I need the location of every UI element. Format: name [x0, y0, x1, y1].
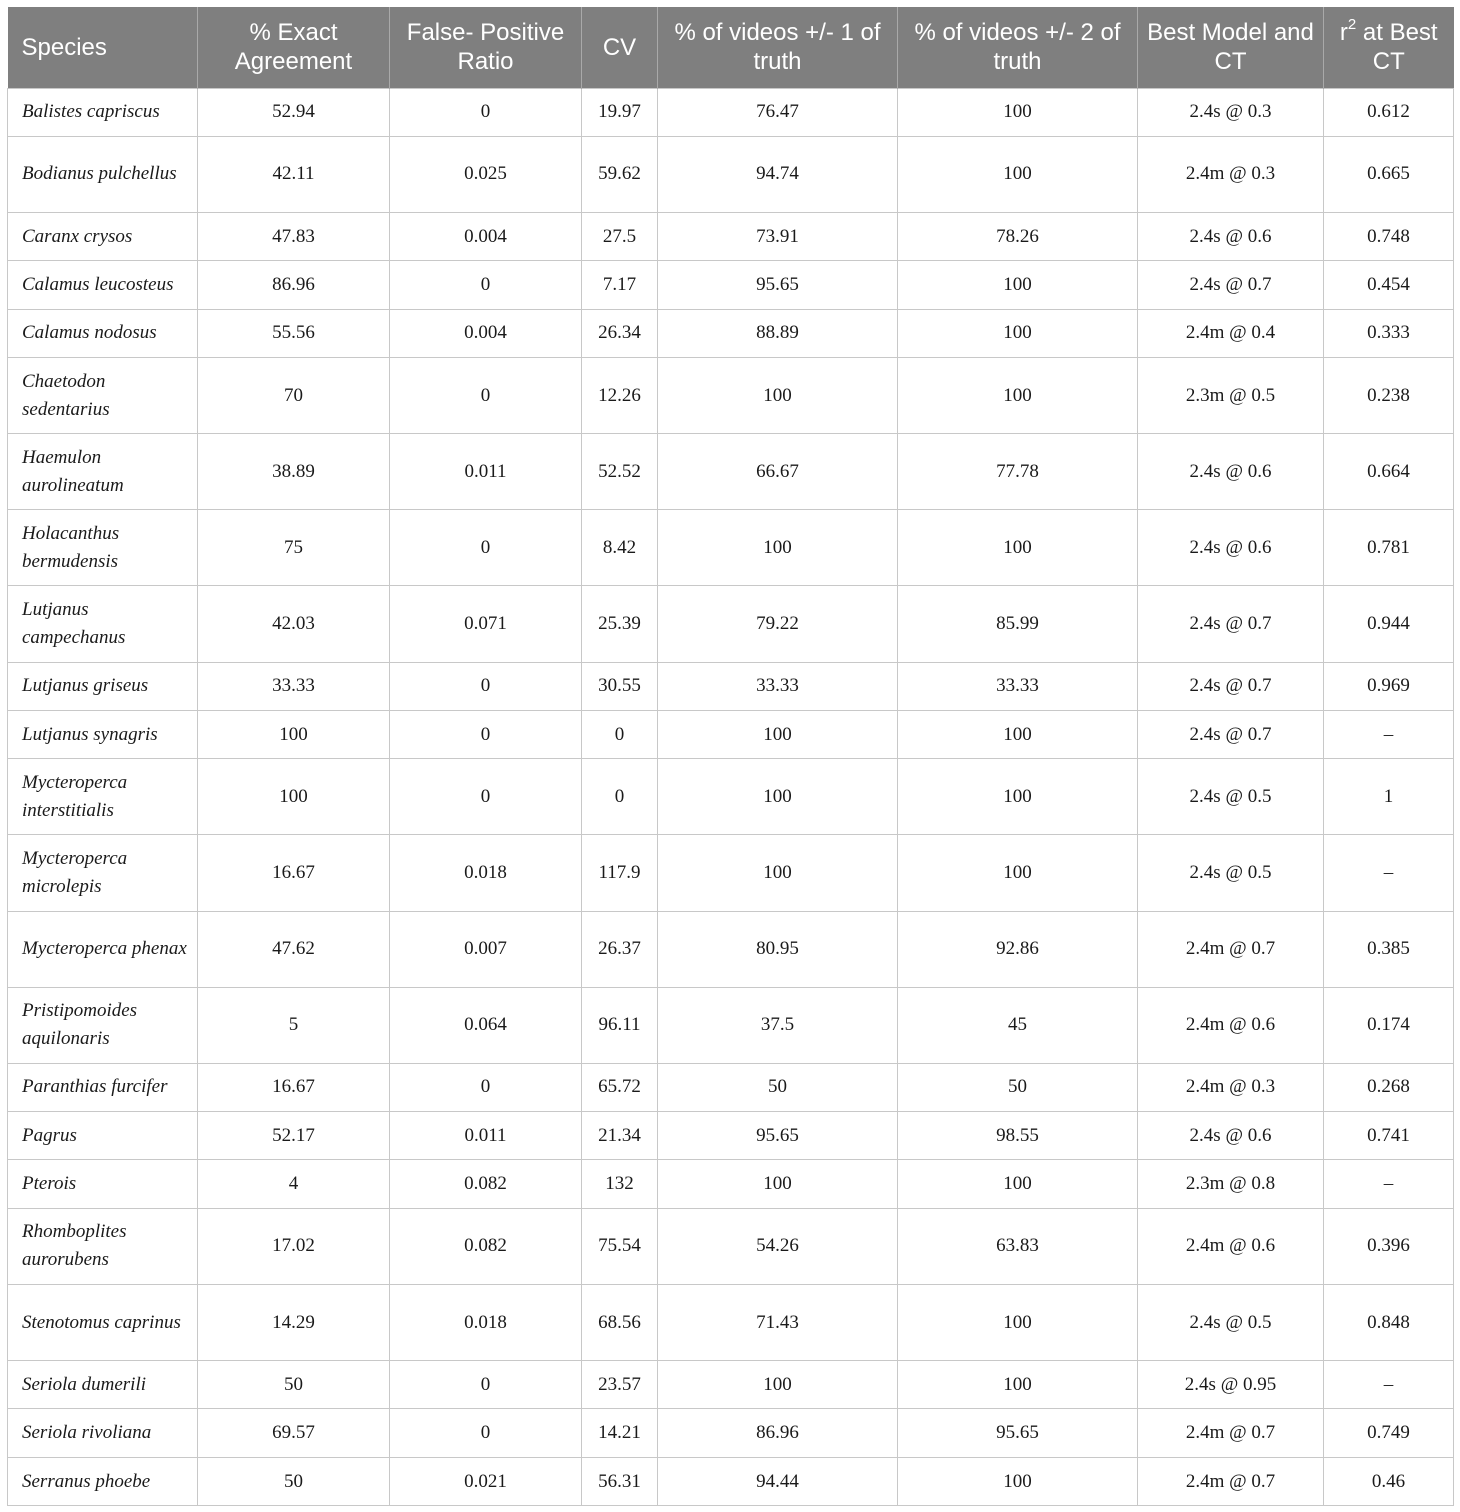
cell-cv: 117.9 [582, 835, 658, 911]
cell-false-positive-ratio: 0.021 [390, 1457, 582, 1505]
cell-false-positive-ratio: 0 [390, 710, 582, 758]
cell-false-positive-ratio: 0 [390, 261, 582, 309]
cell-videos-pm2: 78.26 [898, 212, 1138, 260]
table-row [8, 1409, 1454, 1457]
cell-species: Seriola dumerili [8, 1361, 198, 1409]
cell-videos-pm2: 92.86 [898, 911, 1138, 987]
cell-r2: 0.238 [1324, 358, 1454, 434]
cell-videos-pm1: 94.44 [658, 1457, 898, 1505]
table-row [8, 136, 1454, 212]
cell-exact-agreement: 75 [198, 510, 390, 586]
r2-superscript: 2 [1347, 16, 1357, 34]
cell-r2: 0.385 [1324, 911, 1454, 987]
cell-exact-agreement: 38.89 [198, 434, 390, 510]
cell-species: Rhomboplites aurorubens [8, 1208, 198, 1284]
cell-best-model: 2.4m @ 0.3 [1138, 136, 1324, 212]
cell-false-positive-ratio: 0.025 [390, 136, 582, 212]
cell-species: Mycteroperca interstitialis [8, 759, 198, 835]
cell-videos-pm2: 100 [898, 309, 1138, 357]
table-row [8, 710, 1454, 758]
cell-best-model: 2.4s @ 0.3 [1138, 88, 1324, 136]
table-body [8, 88, 1454, 1506]
cell-cv: 68.56 [582, 1284, 658, 1360]
header-videos-pm1: % of videos +/- 1 of truth [658, 7, 898, 88]
cell-cv: 14.21 [582, 1409, 658, 1457]
table-row [8, 835, 1454, 911]
table-row [8, 1063, 1454, 1111]
table-row [8, 662, 1454, 710]
cell-species: Pristipomoides aquilonaris [8, 987, 198, 1063]
cell-exact-agreement: 55.56 [198, 309, 390, 357]
cell-species: Holacanthus bermudensis [8, 510, 198, 586]
cell-exact-agreement: 52.94 [198, 88, 390, 136]
cell-best-model: 2.4s @ 0.7 [1138, 261, 1324, 309]
cell-false-positive-ratio: 0 [390, 662, 582, 710]
cell-species: Haemulon aurolineatum [8, 434, 198, 510]
cell-best-model: 2.4s @ 0.7 [1138, 662, 1324, 710]
table-header [8, 7, 1454, 88]
cell-false-positive-ratio: 0.071 [390, 586, 582, 662]
table-row [8, 987, 1454, 1063]
cell-videos-pm1: 33.33 [658, 662, 898, 710]
cell-cv: 30.55 [582, 662, 658, 710]
cell-videos-pm1: 54.26 [658, 1208, 898, 1284]
cell-cv: 56.31 [582, 1457, 658, 1505]
cell-videos-pm1: 95.65 [658, 261, 898, 309]
cell-r2: 0.664 [1324, 434, 1454, 510]
cell-r2: 0.665 [1324, 136, 1454, 212]
cell-videos-pm2: 100 [898, 1284, 1138, 1360]
header-r2-best-ct [1324, 7, 1454, 88]
cell-exact-agreement: 16.67 [198, 835, 390, 911]
cell-r2: – [1324, 1361, 1454, 1409]
cell-videos-pm1: 100 [658, 835, 898, 911]
cell-exact-agreement: 100 [198, 710, 390, 758]
cell-videos-pm2: 45 [898, 987, 1138, 1063]
cell-species: Caranx crysos [8, 212, 198, 260]
cell-r2: 0.396 [1324, 1208, 1454, 1284]
cell-videos-pm1: 100 [658, 759, 898, 835]
cell-cv: 96.11 [582, 987, 658, 1063]
cell-videos-pm1: 100 [658, 1361, 898, 1409]
cell-videos-pm1: 79.22 [658, 586, 898, 662]
cell-videos-pm2: 33.33 [898, 662, 1138, 710]
cell-best-model: 2.4s @ 0.5 [1138, 1284, 1324, 1360]
cell-videos-pm2: 77.78 [898, 434, 1138, 510]
cell-exact-agreement: 50 [198, 1361, 390, 1409]
cell-cv: 26.34 [582, 309, 658, 357]
header-species: Species [8, 7, 198, 88]
cell-videos-pm1: 100 [658, 358, 898, 434]
cell-species: Seriola rivoliana [8, 1409, 198, 1457]
cell-videos-pm2: 100 [898, 1457, 1138, 1505]
cell-r2: 1 [1324, 759, 1454, 835]
cell-false-positive-ratio: 0 [390, 759, 582, 835]
cell-best-model: 2.4m @ 0.3 [1138, 1063, 1324, 1111]
table-row [8, 911, 1454, 987]
cell-videos-pm1: 100 [658, 1160, 898, 1208]
cell-best-model: 2.4s @ 0.7 [1138, 710, 1324, 758]
cell-best-model: 2.4m @ 0.7 [1138, 1457, 1324, 1505]
cell-cv: 59.62 [582, 136, 658, 212]
cell-cv: 65.72 [582, 1063, 658, 1111]
cell-best-model: 2.4s @ 0.6 [1138, 1112, 1324, 1160]
cell-species: Bodianus pulchellus [8, 136, 198, 212]
cell-videos-pm2: 100 [898, 759, 1138, 835]
table-container [7, 7, 1453, 1506]
cell-false-positive-ratio: 0 [390, 510, 582, 586]
cell-species: Mycteroperca microlepis [8, 835, 198, 911]
cell-r2: 0.848 [1324, 1284, 1454, 1360]
cell-r2: 0.944 [1324, 586, 1454, 662]
table-row [8, 1361, 1454, 1409]
cell-cv: 0 [582, 710, 658, 758]
cell-cv: 27.5 [582, 212, 658, 260]
cell-false-positive-ratio: 0.082 [390, 1160, 582, 1208]
cell-best-model: 2.4s @ 0.7 [1138, 586, 1324, 662]
table-row [8, 759, 1454, 835]
cell-videos-pm1: 100 [658, 510, 898, 586]
cell-r2: – [1324, 710, 1454, 758]
cell-cv: 12.26 [582, 358, 658, 434]
table-row [8, 212, 1454, 260]
cell-exact-agreement: 70 [198, 358, 390, 434]
cell-false-positive-ratio: 0 [390, 1409, 582, 1457]
cell-exact-agreement: 4 [198, 1160, 390, 1208]
cell-cv: 132 [582, 1160, 658, 1208]
cell-videos-pm2: 100 [898, 835, 1138, 911]
cell-r2: 0.268 [1324, 1063, 1454, 1111]
cell-r2: 0.46 [1324, 1457, 1454, 1505]
cell-videos-pm1: 95.65 [658, 1112, 898, 1160]
cell-species: Serranus phoebe [8, 1457, 198, 1505]
cell-exact-agreement: 69.57 [198, 1409, 390, 1457]
cell-false-positive-ratio: 0.064 [390, 987, 582, 1063]
cell-videos-pm1: 94.74 [658, 136, 898, 212]
cell-best-model: 2.4s @ 0.5 [1138, 835, 1324, 911]
table-row [8, 1112, 1454, 1160]
cell-species: Pterois [8, 1160, 198, 1208]
table-row [8, 1208, 1454, 1284]
table-row [8, 1160, 1454, 1208]
r2-suffix: at Best CT [1362, 19, 1438, 76]
cell-false-positive-ratio: 0.018 [390, 835, 582, 911]
cell-r2: 0.748 [1324, 212, 1454, 260]
cell-videos-pm2: 100 [898, 1160, 1138, 1208]
cell-exact-agreement: 42.03 [198, 586, 390, 662]
cell-videos-pm1: 71.43 [658, 1284, 898, 1360]
cell-cv: 26.37 [582, 911, 658, 987]
cell-species: Calamus leucosteus [8, 261, 198, 309]
cell-videos-pm2: 100 [898, 710, 1138, 758]
cell-exact-agreement: 47.62 [198, 911, 390, 987]
cell-best-model: 2.4m @ 0.6 [1138, 1208, 1324, 1284]
table-row [8, 88, 1454, 136]
cell-videos-pm1: 37.5 [658, 987, 898, 1063]
cell-r2: 0.969 [1324, 662, 1454, 710]
cell-r2: 0.781 [1324, 510, 1454, 586]
table-row [8, 586, 1454, 662]
table-row [8, 358, 1454, 434]
cell-r2: – [1324, 835, 1454, 911]
cell-best-model: 2.4m @ 0.6 [1138, 987, 1324, 1063]
cell-exact-agreement: 52.17 [198, 1112, 390, 1160]
cell-videos-pm2: 98.55 [898, 1112, 1138, 1160]
cell-cv: 19.97 [582, 88, 658, 136]
cell-species: Pagrus [8, 1112, 198, 1160]
cell-exact-agreement: 17.02 [198, 1208, 390, 1284]
cell-videos-pm1: 86.96 [658, 1409, 898, 1457]
cell-cv: 0 [582, 759, 658, 835]
r2-prefix: r [1339, 19, 1348, 47]
cell-exact-agreement: 86.96 [198, 261, 390, 309]
header-videos-pm2: % of videos +/- 2 of truth [898, 7, 1138, 88]
cell-videos-pm1: 100 [658, 710, 898, 758]
cell-false-positive-ratio: 0 [390, 1361, 582, 1409]
cell-cv: 8.42 [582, 510, 658, 586]
header-exact-agreement: % Exact Agreement [198, 7, 390, 88]
cell-cv: 52.52 [582, 434, 658, 510]
cell-videos-pm2: 95.65 [898, 1409, 1138, 1457]
cell-videos-pm2: 50 [898, 1063, 1138, 1111]
cell-r2: 0.749 [1324, 1409, 1454, 1457]
header-row [8, 7, 1454, 88]
header-cv: CV [582, 7, 658, 88]
cell-videos-pm2: 63.83 [898, 1208, 1138, 1284]
cell-best-model: 2.4s @ 0.6 [1138, 434, 1324, 510]
cell-r2: 0.174 [1324, 987, 1454, 1063]
cell-videos-pm1: 50 [658, 1063, 898, 1111]
cell-exact-agreement: 47.83 [198, 212, 390, 260]
cell-best-model: 2.3m @ 0.8 [1138, 1160, 1324, 1208]
cell-species: Stenotomus caprinus [8, 1284, 198, 1360]
table-row [8, 434, 1454, 510]
cell-r2: 0.741 [1324, 1112, 1454, 1160]
cell-false-positive-ratio: 0.011 [390, 1112, 582, 1160]
header-false-positive-ratio: False- Positive Ratio [390, 7, 582, 88]
cell-false-positive-ratio: 0.011 [390, 434, 582, 510]
table-row [8, 1284, 1454, 1360]
cell-false-positive-ratio: 0.004 [390, 309, 582, 357]
cell-false-positive-ratio: 0.018 [390, 1284, 582, 1360]
cell-videos-pm1: 73.91 [658, 212, 898, 260]
cell-videos-pm2: 85.99 [898, 586, 1138, 662]
cell-r2: – [1324, 1160, 1454, 1208]
cell-cv: 75.54 [582, 1208, 658, 1284]
cell-species: Calamus nodosus [8, 309, 198, 357]
cell-best-model: 2.4s @ 0.6 [1138, 510, 1324, 586]
cell-best-model: 2.4m @ 0.7 [1138, 911, 1324, 987]
cell-cv: 21.34 [582, 1112, 658, 1160]
cell-videos-pm2: 100 [898, 358, 1138, 434]
cell-exact-agreement: 14.29 [198, 1284, 390, 1360]
cell-best-model: 2.4s @ 0.5 [1138, 759, 1324, 835]
species-results-table [7, 7, 1454, 1506]
cell-cv: 7.17 [582, 261, 658, 309]
cell-best-model: 2.4m @ 0.4 [1138, 309, 1324, 357]
cell-exact-agreement: 16.67 [198, 1063, 390, 1111]
cell-best-model: 2.3m @ 0.5 [1138, 358, 1324, 434]
cell-videos-pm1: 80.95 [658, 911, 898, 987]
cell-species: Lutjanus synagris [8, 710, 198, 758]
cell-false-positive-ratio: 0.004 [390, 212, 582, 260]
cell-videos-pm2: 100 [898, 88, 1138, 136]
cell-false-positive-ratio: 0.007 [390, 911, 582, 987]
cell-videos-pm2: 100 [898, 1361, 1138, 1409]
cell-exact-agreement: 100 [198, 759, 390, 835]
cell-species: Lutjanus campechanus [8, 586, 198, 662]
cell-species: Chaetodon sedentarius [8, 358, 198, 434]
cell-best-model: 2.4s @ 0.95 [1138, 1361, 1324, 1409]
cell-false-positive-ratio: 0 [390, 358, 582, 434]
cell-videos-pm1: 88.89 [658, 309, 898, 357]
cell-r2: 0.333 [1324, 309, 1454, 357]
cell-videos-pm1: 66.67 [658, 434, 898, 510]
cell-videos-pm2: 100 [898, 261, 1138, 309]
cell-false-positive-ratio: 0 [390, 88, 582, 136]
header-best-model: Best Model and CT [1138, 7, 1324, 88]
cell-species: Balistes capriscus [8, 88, 198, 136]
cell-videos-pm1: 76.47 [658, 88, 898, 136]
cell-species: Mycteroperca phenax [8, 911, 198, 987]
cell-best-model: 2.4m @ 0.7 [1138, 1409, 1324, 1457]
table-row [8, 510, 1454, 586]
cell-species: Paranthias furcifer [8, 1063, 198, 1111]
table-row [8, 309, 1454, 357]
cell-best-model: 2.4s @ 0.6 [1138, 212, 1324, 260]
cell-false-positive-ratio: 0 [390, 1063, 582, 1111]
cell-cv: 23.57 [582, 1361, 658, 1409]
cell-cv: 25.39 [582, 586, 658, 662]
cell-exact-agreement: 42.11 [198, 136, 390, 212]
table-row [8, 261, 1454, 309]
cell-r2: 0.612 [1324, 88, 1454, 136]
cell-false-positive-ratio: 0.082 [390, 1208, 582, 1284]
cell-exact-agreement: 33.33 [198, 662, 390, 710]
cell-exact-agreement: 5 [198, 987, 390, 1063]
cell-videos-pm2: 100 [898, 510, 1138, 586]
cell-videos-pm2: 100 [898, 136, 1138, 212]
cell-r2: 0.454 [1324, 261, 1454, 309]
cell-exact-agreement: 50 [198, 1457, 390, 1505]
table-row [8, 1457, 1454, 1505]
cell-species: Lutjanus griseus [8, 662, 198, 710]
